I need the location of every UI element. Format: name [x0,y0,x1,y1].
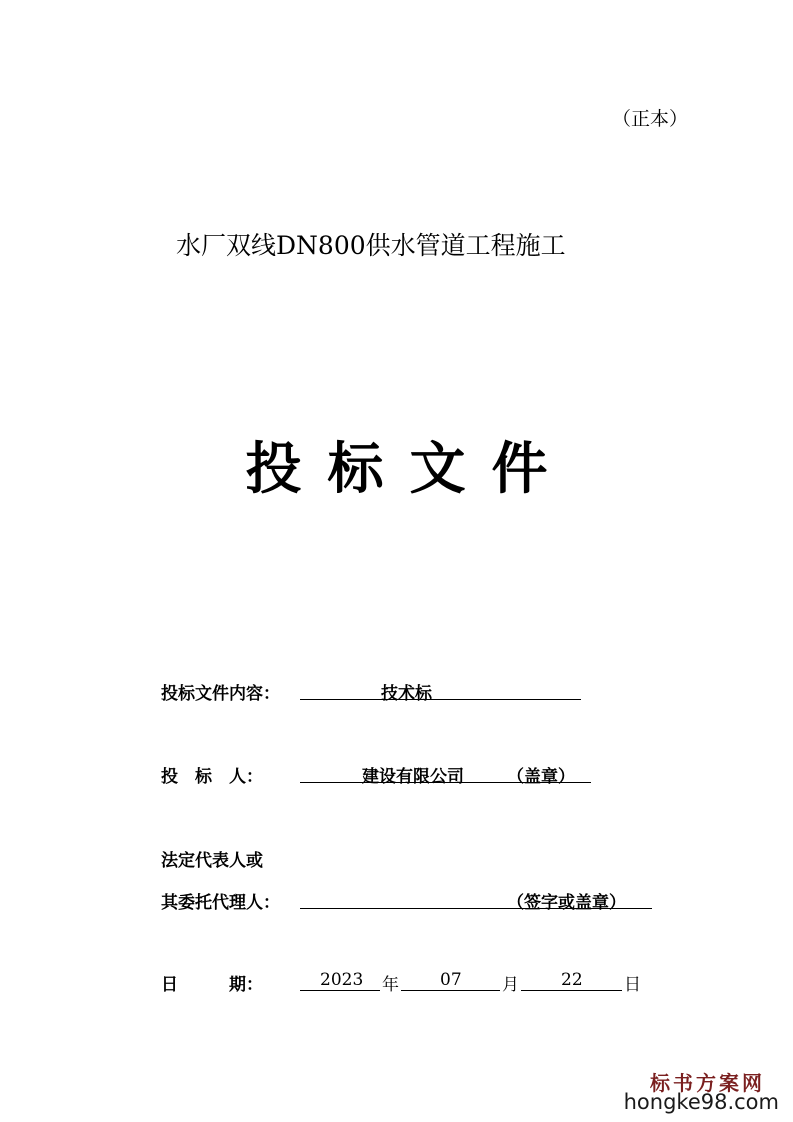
copy-mark: （正本） [612,108,689,130]
representative-seal: （签字或盖章） [507,893,626,913]
bidder-value: 建设有限公司 [362,767,464,787]
content-value: 技术标 [381,684,432,704]
watermark-url: hongke98.com [623,1090,779,1114]
date-day: 22 [561,970,583,990]
date-day-underline [521,990,622,991]
date-month-unit: 月 [502,975,519,995]
content-underline [300,699,581,700]
date-year: 2023 [320,970,364,990]
bidder-seal: （盖章） [507,767,575,787]
main-title: 投标文件 [245,436,574,502]
representative-label-line2: 其委托代理人： [161,893,280,913]
bidder-label: 投 标 人： [161,767,263,787]
date-year-underline [300,990,380,991]
representative-label-line1: 法定代表人或 [161,851,263,871]
date-month-underline [401,990,500,991]
date-label: 日 期： [161,975,263,995]
watermark-cn: 标书方案网 [650,1071,765,1095]
content-label: 投标文件内容： [161,684,280,704]
date-year-unit: 年 [382,975,399,995]
date-month: 07 [440,970,462,990]
date-day-unit: 日 [624,975,641,995]
project-title: 水厂双线DN800供水管道工程施工 [176,231,566,260]
